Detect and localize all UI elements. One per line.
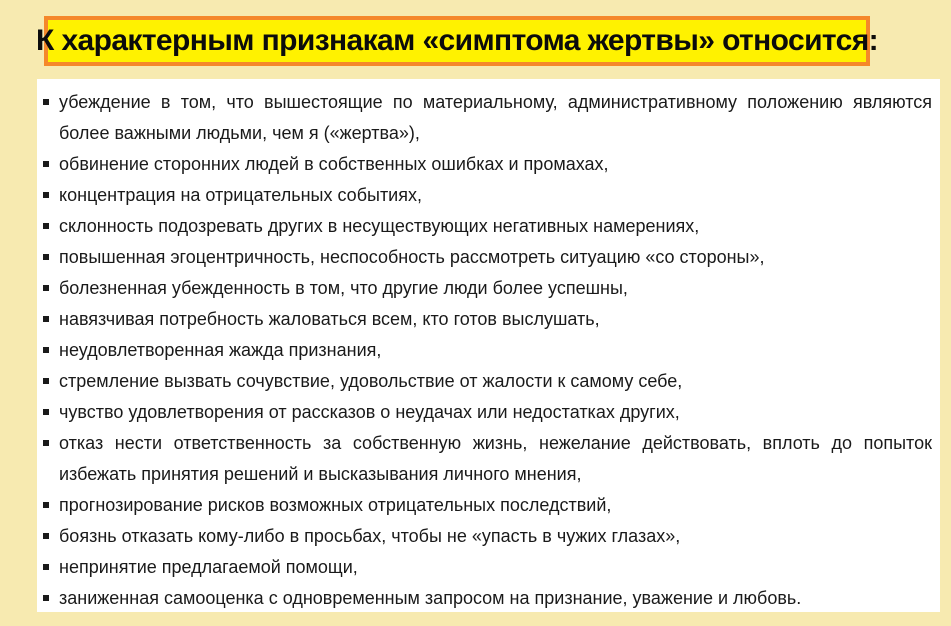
list-item bbox=[43, 242, 932, 273]
list-item-text: болезненная убежденность в том, что другие люди более успешны, bbox=[59, 278, 628, 298]
list-item-text: непринятие предлагаемой помощи, bbox=[59, 557, 358, 577]
list-item bbox=[43, 273, 932, 304]
list-item-text: боязнь отказать кому-либо в просьбах, чтобы не «упасть в чужих глазах», bbox=[59, 526, 681, 546]
title-banner bbox=[36, 16, 878, 66]
bullet-icon bbox=[43, 564, 49, 570]
list-item-text: чувство удовлетворения от рассказов о неудачах или недостатках других, bbox=[59, 402, 680, 422]
list-item bbox=[43, 211, 932, 242]
list-item bbox=[43, 335, 932, 366]
list-item bbox=[43, 149, 932, 180]
bullet-icon bbox=[43, 378, 49, 384]
bullet-icon bbox=[43, 99, 49, 105]
bullet-icon bbox=[43, 285, 49, 291]
bullet-icon bbox=[43, 254, 49, 260]
list-item-text: убеждение в том, что вышестоящие по материальному, административному положению являются более важными людьми, чем я («жертва»), bbox=[59, 92, 932, 143]
list-item-text: заниженная самооценка с одновременным запросом на признание, уважение и любовь. bbox=[59, 588, 802, 608]
list-item-text: навязчивая потребность жаловаться всем, кто готов выслушать, bbox=[59, 309, 600, 329]
list-item bbox=[43, 521, 932, 552]
list-item-text: отказ нести ответственность за собственную жизнь, нежелание действовать, вплоть до попыток избежать принятия решений и высказывания личного мнения, bbox=[59, 433, 932, 484]
content-panel bbox=[37, 79, 940, 612]
bullet-icon bbox=[43, 192, 49, 198]
list-item-text: неудовлетворенная жажда признания, bbox=[59, 340, 382, 360]
list-item bbox=[43, 304, 932, 335]
bullet-icon bbox=[43, 595, 49, 601]
list-item bbox=[43, 397, 932, 428]
list-item-text: повышенная эгоцентричность, неспособность рассмотреть ситуацию «со стороны», bbox=[59, 247, 765, 267]
list-item bbox=[43, 87, 932, 149]
bullet-icon bbox=[43, 440, 49, 446]
bullet-icon bbox=[43, 161, 49, 167]
list-item-text: стремление вызвать сочувствие, удовольствие от жалости к самому себе, bbox=[59, 371, 683, 391]
list-item bbox=[43, 552, 932, 583]
list-item bbox=[43, 490, 932, 521]
bullet-icon bbox=[43, 223, 49, 229]
list-item bbox=[43, 366, 932, 397]
list-item bbox=[43, 180, 932, 211]
list-item-text: концентрация на отрицательных событиях, bbox=[59, 185, 422, 205]
bullet-icon bbox=[43, 533, 49, 539]
list-item-text: склонность подозревать других в несуществующих негативных намерениях, bbox=[59, 216, 700, 236]
list-item-text: прогнозирование рисков возможных отрицательных последствий, bbox=[59, 495, 612, 515]
symptom-list bbox=[43, 87, 932, 614]
bullet-icon bbox=[43, 409, 49, 415]
list-item bbox=[43, 583, 932, 614]
page-title: К характерным признакам «симптома жертвы» относится: bbox=[36, 24, 878, 57]
bullet-icon bbox=[43, 347, 49, 353]
bullet-icon bbox=[43, 502, 49, 508]
bullet-icon bbox=[43, 316, 49, 322]
list-item bbox=[43, 428, 932, 490]
list-item-text: обвинение сторонних людей в собственных ошибках и промахах, bbox=[59, 154, 609, 174]
